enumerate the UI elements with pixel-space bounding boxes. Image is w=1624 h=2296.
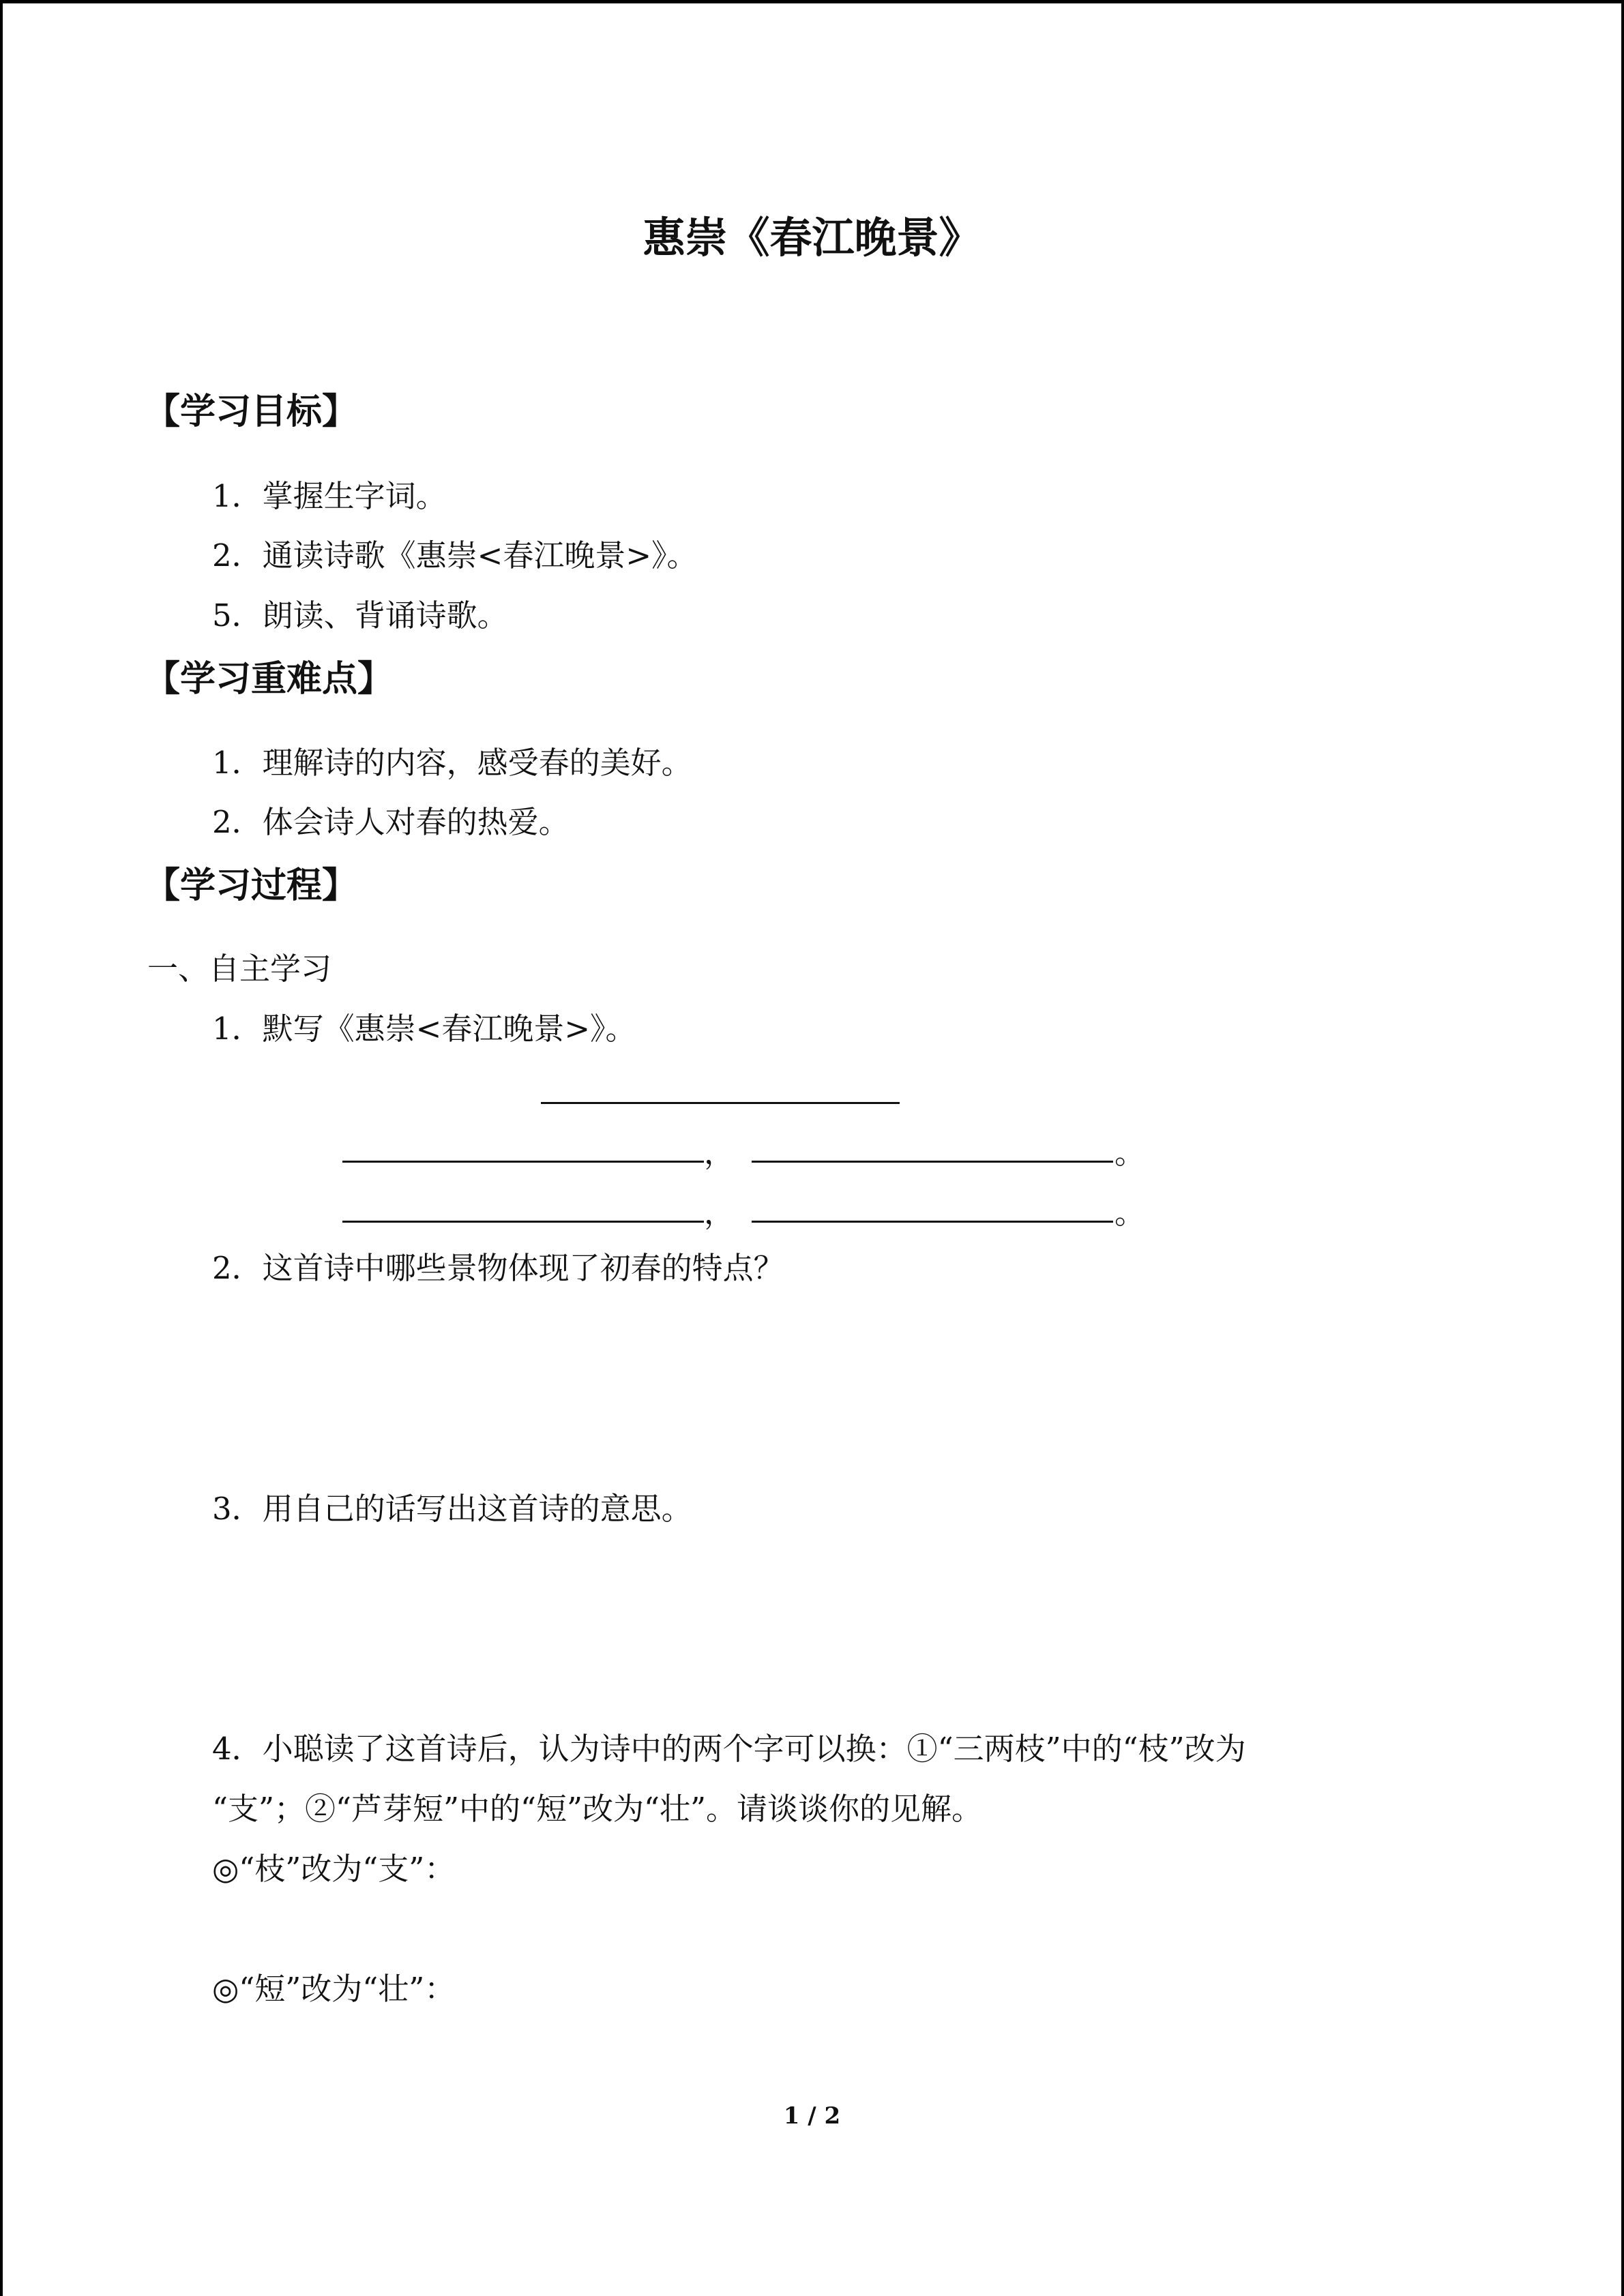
key-points-heading: 【学习重难点】	[145, 659, 394, 700]
page-right-border	[1621, 0, 1624, 2296]
page-title: 惠崇《春江晚景》	[643, 213, 981, 263]
period-mark: 。	[1114, 1195, 1146, 1231]
poem-line-2-blank[interactable]	[752, 1161, 1113, 1163]
page-top-border	[0, 0, 1624, 3]
self-study-heading: 一、自主学习	[147, 951, 332, 987]
poem-line-4-blank[interactable]	[752, 1221, 1113, 1223]
poem-line-3-blank[interactable]	[342, 1221, 704, 1223]
key-point-item-2: 2．体会诗人对春的热爱。	[212, 804, 570, 840]
objective-item-2: 2．通读诗歌《惠崇<春江晚景>》。	[212, 537, 698, 573]
poem-title-blank[interactable]	[541, 1102, 900, 1104]
poem-line-1-blank[interactable]	[342, 1161, 704, 1163]
comma-mark: ，	[704, 1135, 735, 1171]
period-mark: 。	[1114, 1135, 1146, 1171]
question-4-answer-2-label: ◎“短”改为“壮”：	[212, 1971, 456, 2007]
question-4-answer-1-label: ◎“枝”改为“支”：	[212, 1851, 456, 1887]
question-2: 2．这首诗中哪些景物体现了初春的特点？	[212, 1250, 784, 1286]
page-number: 1 / 2	[783, 2102, 841, 2130]
comma-mark: ，	[704, 1195, 735, 1231]
objective-item-3: 5．朗读、背诵诗歌。	[212, 597, 508, 633]
question-1: 1．默写《惠崇<春江晚景>》。	[212, 1011, 636, 1047]
question-3: 3．用自己的话写出这首诗的意思。	[212, 1491, 692, 1527]
question-4-line-2: “支”；②“芦芽短”中的“短”改为“壮”。请谈谈你的见解。	[212, 1791, 983, 1827]
objectives-heading: 【学习目标】	[145, 391, 358, 432]
process-heading: 【学习过程】	[145, 865, 358, 906]
page-left-border	[0, 0, 3, 2296]
key-point-item-1: 1．理解诗的内容，感受春的美好。	[212, 745, 692, 781]
objective-item-1: 1．掌握生字词。	[212, 478, 447, 514]
question-4-line-1: 4．小聪读了这首诗后，认为诗中的两个字可以换：①“三两枝”中的“枝”改为	[212, 1731, 1246, 1767]
